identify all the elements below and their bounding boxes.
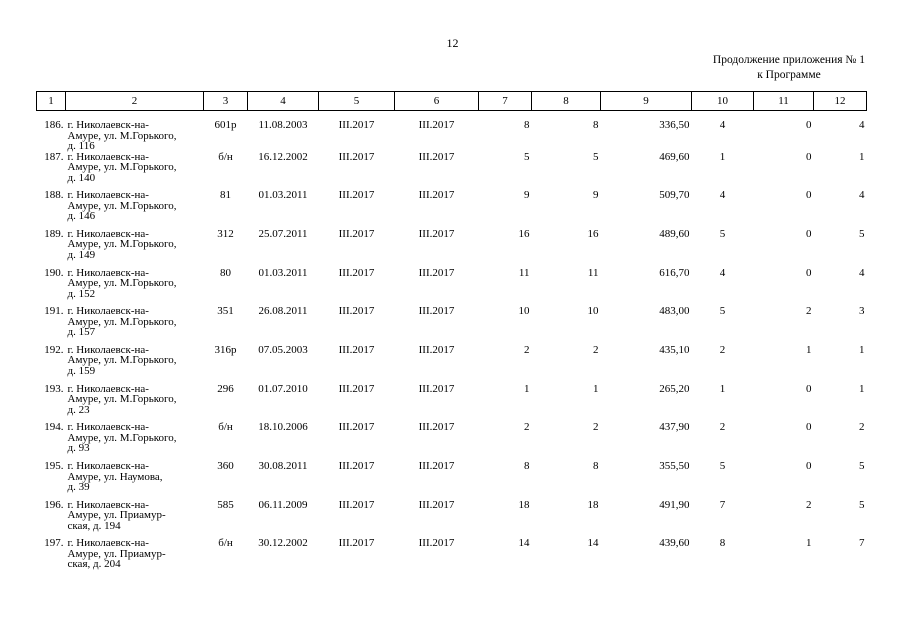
address-line: г. Николаевск-на- [67,460,149,472]
col11-cell: 1 [806,343,812,356]
col6-cell: III.2017 [418,189,455,202]
table-row [37,384,867,423]
col10-cell: 5 [719,460,726,472]
address-line: Амуре, ул. М.Горького, [67,238,177,251]
column-header: 9 [601,92,692,111]
table-row [37,229,867,268]
col6-cell: III.2017 [418,227,455,240]
col12-cell: 1 [859,343,865,356]
col10-cell: 2 [719,421,726,434]
col10-cell: 2 [719,343,726,356]
col5-cell: III.2017 [338,498,375,511]
column-header: 4 [248,92,319,111]
col9-cell: 509,70 [659,189,690,202]
address-cell [66,306,204,345]
address-cell [66,422,204,461]
address-cell [66,538,204,577]
column-header: 10 [692,92,754,111]
address-cell [66,268,204,307]
address-line: г. Николаевск-на- [67,119,149,131]
col12-cell: 5 [859,460,865,472]
col8-cell: 14 [587,537,599,550]
program-table [36,91,867,577]
col9-cell: 489,60 [659,227,690,240]
col9-cell: 491,90 [659,498,690,511]
col4-date-cell: 01.03.2011 [258,189,308,202]
col11-cell: 0 [806,227,812,240]
table-row [37,538,867,577]
col8-cell: 1 [593,382,599,395]
address-line: д. 39 [67,481,90,493]
col10-cell: 1 [719,382,726,395]
col6-cell: III.2017 [418,119,455,131]
col8-cell: 8 [593,460,599,472]
col9-cell: 616,70 [659,266,690,279]
address-cell [66,111,204,152]
col11-cell: 0 [806,150,812,163]
col11-cell: 0 [806,189,812,202]
address-line: д. 152 [67,287,96,300]
col10-cell: 8 [719,537,726,550]
address-line: ская, д. 204 [67,558,121,571]
col7-cell: 2 [524,343,530,356]
row-number-cell: 187. [44,150,64,163]
address-line: Амуре, ул. М.Горького, [67,161,177,173]
address-cell [66,190,204,229]
col3-cell: 81 [220,189,231,202]
col3-cell: 312 [217,227,234,240]
col6-cell: III.2017 [418,421,455,434]
col3-cell: 601р [214,119,237,131]
column-number-header-row [37,92,867,111]
col3-cell: 360 [217,460,234,472]
col7-cell: 11 [518,266,530,279]
address-line: г. Николаевск-на- [67,382,149,395]
col7-cell: 1 [524,382,530,395]
col3-cell: 316р [214,343,237,356]
col6-cell: III.2017 [418,343,455,356]
col3-cell: 351 [217,305,234,318]
address-cell [66,152,204,191]
col4-date-cell: 07.05.2003 [258,343,308,356]
address-line: г. Николаевск-на- [67,189,149,202]
col5-cell: III.2017 [338,150,375,163]
address-line: д. 149 [67,248,96,261]
col6-cell: III.2017 [418,382,455,395]
col7-cell: 5 [524,150,530,163]
col4-date-cell: 30.08.2011 [258,460,308,472]
col12-cell: 1 [859,150,865,163]
col12-cell: 4 [859,266,865,279]
col6-cell: III.2017 [418,266,455,279]
address-line: Амуре, ул. М.Горького, [67,315,177,328]
col10-cell: 7 [719,498,726,511]
col7-cell: 8 [524,119,530,131]
col10-cell: 4 [719,189,726,202]
col3-cell: 80 [220,266,231,279]
address-cell [66,461,204,500]
col7-cell: 9 [524,189,530,202]
col8-cell: 9 [593,189,599,202]
col8-cell: 5 [593,150,599,163]
col3-cell: б/н [218,537,233,550]
col5-cell: III.2017 [338,343,375,356]
page-number: 12 [446,36,459,50]
continuation-line-1: Продолжение приложения № 1 [712,54,865,66]
col6-cell: III.2017 [418,460,455,472]
col8-cell: 16 [587,227,599,240]
address-line: д. 157 [67,326,96,339]
table-row [37,306,867,345]
col9-cell: 336,50 [659,119,690,131]
col5-cell: III.2017 [338,421,375,434]
address-line: Амуре, ул. Наумова, [67,470,163,483]
col4-date-cell: 06.11.2009 [258,498,308,511]
continuation-line-2: к Программе [757,69,821,81]
address-line: г. Николаевск-на- [67,498,149,511]
table-row [37,111,867,152]
address-line: г. Николаевск-на- [67,421,149,434]
column-header: 3 [204,92,248,111]
col11-cell: 1 [806,537,812,550]
address-line: Амуре, ул. М.Горького, [67,199,177,212]
table-row [37,500,867,539]
col8-cell: 11 [587,266,599,279]
col4-date-cell: 25.07.2011 [258,227,308,240]
address-line: д. 116 [67,140,95,152]
col12-cell: 2 [859,421,865,434]
col11-cell: 0 [806,266,812,279]
col7-cell: 2 [524,421,530,434]
column-header: 7 [479,92,532,111]
col12-cell: 7 [859,537,865,550]
col11-cell: 2 [806,498,812,511]
address-line: д. 146 [67,210,96,223]
col3-cell: б/н [218,150,233,163]
col10-cell: 5 [719,227,726,240]
col9-cell: 469,60 [659,150,690,163]
row-number-cell: 197. [44,537,64,550]
col6-cell: III.2017 [418,537,455,550]
col3-cell: 585 [217,498,234,511]
address-line: г. Николаевск-на- [67,537,149,550]
col5-cell: III.2017 [338,189,375,202]
address-line: Амуре, ул. М.Горького, [67,431,177,444]
col10-cell: 5 [719,305,726,318]
column-header: 11 [754,92,814,111]
col5-cell: III.2017 [338,305,375,318]
col4-date-cell: 01.03.2011 [258,266,308,279]
col12-cell: 4 [859,189,865,202]
col9-cell: 483,00 [659,305,690,318]
col10-cell: 4 [719,119,726,131]
address-line: Амуре, ул. М.Горького, [67,354,177,367]
col8-cell: 8 [593,119,599,131]
col3-cell: 296 [217,382,234,395]
col12-cell: 4 [859,119,865,131]
col10-cell: 1 [719,150,726,163]
row-number-cell: 186. [44,119,64,131]
col5-cell: III.2017 [338,227,375,240]
col4-date-cell: 11.08.2003 [258,119,308,131]
address-line: Амуре, ул. М.Горького, [67,393,177,406]
col6-cell: III.2017 [418,498,455,511]
table-row [37,152,867,191]
col5-cell: III.2017 [338,266,375,279]
row-number-cell: 195. [44,460,64,472]
col4-date-cell: 18.10.2006 [258,421,308,434]
col11-cell: 2 [806,305,812,318]
col5-cell: III.2017 [338,382,375,395]
row-number-cell: 196. [44,498,64,511]
column-header: 2 [66,92,204,111]
col11-cell: 0 [806,382,812,395]
address-cell [66,345,204,384]
address-line: ская, д. 194 [67,519,121,532]
table-row [37,268,867,307]
row-number-cell: 191. [44,305,64,318]
col11-cell: 0 [806,119,812,131]
col4-date-cell: 26.08.2011 [258,305,308,318]
row-number-cell: 190. [44,266,64,279]
col5-cell: III.2017 [338,537,375,550]
address-line: Амуре, ул. М.Горького, [67,129,177,142]
col11-cell: 0 [806,460,812,472]
col6-cell: III.2017 [418,305,455,318]
col5-cell: III.2017 [338,460,375,472]
col5-cell: III.2017 [338,119,375,131]
table-row [37,422,867,461]
col12-cell: 3 [859,305,865,318]
col7-cell: 18 [518,498,530,511]
col12-cell: 1 [859,382,865,395]
column-header: 6 [395,92,479,111]
address-line: г. Николаевск-на- [67,266,149,279]
row-number-cell: 194. [44,421,64,434]
address-cell [66,500,204,539]
col8-cell: 2 [593,421,599,434]
address-line: г. Николаевск-на- [67,150,149,163]
col4-date-cell: 01.07.2010 [258,382,308,395]
address-line: д. 159 [67,364,96,377]
table-row [37,461,867,500]
row-number-cell: 188. [44,189,64,202]
address-line: д. 93 [67,442,90,455]
col8-cell: 10 [587,305,599,318]
col6-cell: III.2017 [418,150,455,163]
col3-cell: б/н [218,421,233,434]
column-header: 8 [532,92,601,111]
address-line: Амуре, ул. Приамур- [67,509,166,522]
col7-cell: 14 [518,537,530,550]
col7-cell: 8 [524,460,530,472]
col8-cell: 2 [593,343,599,356]
column-header: 12 [814,92,867,111]
address-cell [66,229,204,268]
col11-cell: 0 [806,421,812,434]
col12-cell: 5 [859,227,865,240]
address-line: г. Николаевск-на- [67,227,149,240]
col9-cell: 437,90 [659,421,690,434]
address-line: д. 140 [67,171,96,184]
address-line: Амуре, ул. Приамур- [67,547,166,560]
col12-cell: 5 [859,498,865,511]
address-line: г. Николаевск-на- [67,305,149,318]
col4-date-cell: 16.12.2002 [258,150,308,163]
table-row [37,190,867,229]
col9-cell: 435,10 [659,343,690,356]
col9-cell: 265,20 [659,382,690,395]
address-line: Амуре, ул. М.Горького, [67,277,177,290]
col8-cell: 18 [587,498,599,511]
row-number-cell: 189. [44,227,64,240]
address-line: г. Николаевск-на- [67,343,149,356]
col7-cell: 16 [518,227,530,240]
row-number-cell: 193. [44,382,64,395]
appendix-continuation-note [713,53,865,83]
row-number-cell: 192. [44,343,64,356]
address-line: д. 23 [67,403,90,416]
table-row [37,345,867,384]
col7-cell: 10 [518,305,530,318]
col4-date-cell: 30.12.2002 [258,537,308,550]
address-cell [66,384,204,423]
column-header: 5 [319,92,395,111]
column-header: 1 [37,92,66,111]
col9-cell: 355,50 [659,460,690,472]
col9-cell: 439,60 [659,537,690,550]
col10-cell: 4 [719,266,726,279]
